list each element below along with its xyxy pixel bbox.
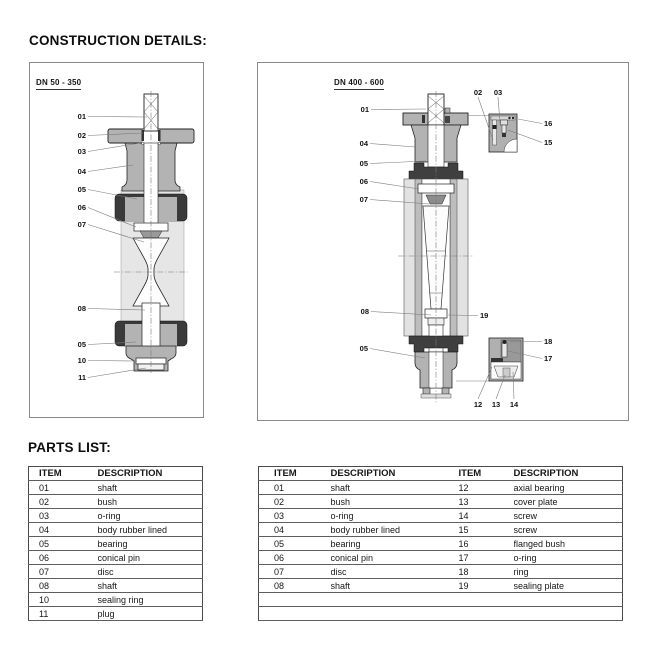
table-cell: screw — [514, 523, 623, 537]
table-cell: 13 — [459, 495, 514, 509]
callout-label-07: 07 — [77, 220, 86, 229]
table-cell — [514, 593, 623, 607]
screw-shank — [502, 125, 506, 133]
table-cell: 07 — [29, 565, 98, 579]
table-cell: 03 — [259, 509, 331, 523]
table-cell — [331, 593, 459, 607]
callout-label-05: 05 — [77, 340, 86, 349]
bottom-bolt-left — [423, 388, 430, 394]
table-cell: 12 — [459, 481, 514, 495]
table-cell: bush — [98, 495, 203, 509]
detail-inset-top-bearing — [489, 114, 517, 152]
table-cell: conical pin — [98, 551, 203, 565]
table-row — [29, 481, 203, 495]
callout-label-02: 02 — [77, 131, 86, 140]
callout-label-01: 01 — [77, 112, 86, 121]
table-cell: 15 — [459, 523, 514, 537]
table-cell: 19 — [459, 579, 514, 593]
table-cell: 10 — [29, 593, 98, 607]
callout-label-12: 12 — [473, 400, 483, 409]
table-cell: sealing ring — [98, 593, 203, 607]
table-cell: cover plate — [514, 495, 623, 509]
callout-label-06: 06 — [77, 203, 86, 212]
parts-table-dn50-350 — [28, 466, 203, 621]
column-header: DESCRIPTION — [98, 467, 203, 481]
parts-table-dn400-600 — [258, 466, 623, 621]
top-shaft — [428, 94, 444, 125]
diagram-box-dn50-350 — [29, 62, 204, 418]
bush-mark — [422, 115, 425, 123]
table-cell: disc — [331, 565, 459, 579]
table-cell: 14 — [459, 509, 514, 523]
table-cell: axial bearing — [514, 481, 623, 495]
table-row — [29, 509, 203, 523]
column-header: ITEM — [259, 467, 331, 481]
callout-label-01: 01 — [360, 105, 369, 114]
table-cell: 16 — [459, 537, 514, 551]
callout-label-10: 10 — [77, 356, 86, 365]
table-row — [259, 551, 623, 565]
leader-line-12 — [478, 367, 492, 399]
valve-cross-section-dn50-350 — [30, 63, 203, 417]
table-row — [259, 593, 623, 607]
leader-line-01 — [371, 109, 426, 110]
table-cell: 08 — [29, 579, 98, 593]
table-cell: screw — [514, 509, 623, 523]
callout-label-19: 19 — [480, 311, 489, 320]
parts-list-heading: PARTS LIST: — [28, 440, 111, 455]
column-header: DESCRIPTION — [514, 467, 623, 481]
table-cell: 01 — [259, 481, 331, 495]
flange-screw — [445, 108, 450, 113]
table-cell: bearing — [98, 537, 203, 551]
bush-left — [142, 130, 145, 141]
header-row — [29, 467, 203, 481]
callout-label-03: 03 — [493, 88, 503, 97]
table-row — [259, 495, 623, 509]
leader-line-11 — [88, 368, 146, 378]
table-cell: 01 — [29, 481, 98, 495]
table-row — [29, 551, 203, 565]
table-row — [259, 509, 623, 523]
callout-label-05: 05 — [77, 185, 86, 194]
table-cell: 04 — [259, 523, 331, 537]
bush-right — [158, 130, 161, 141]
callout-label-05: 05 — [359, 159, 368, 168]
table-cell: 07 — [259, 565, 331, 579]
table-cell — [514, 607, 623, 621]
table-cell: 17 — [459, 551, 514, 565]
inset-screw — [502, 343, 507, 357]
table-row — [29, 607, 203, 621]
table-cell — [459, 607, 514, 621]
table-row — [29, 495, 203, 509]
detail-inset-bottom-bearing — [489, 338, 523, 381]
table-cell: bearing — [331, 537, 459, 551]
callout-label-16: 16 — [544, 119, 553, 128]
tube-wall-left — [415, 179, 422, 336]
leader-line-04 — [88, 165, 133, 172]
table-cell: bush — [331, 495, 459, 509]
table-row — [259, 565, 623, 579]
callout-label-18: 18 — [544, 337, 553, 346]
dn400-range-label: DN 400 - 600 — [334, 78, 384, 90]
table-cell — [459, 593, 514, 607]
table-row — [259, 523, 623, 537]
table-cell: 06 — [259, 551, 331, 565]
table-cell: 05 — [259, 537, 331, 551]
leader-line-04 — [370, 144, 415, 148]
callout-label-08: 08 — [360, 307, 369, 316]
table-cell: o-ring — [514, 551, 623, 565]
table-cell: shaft — [331, 481, 459, 495]
table-cell: shaft — [98, 481, 203, 495]
column-header: ITEM — [29, 467, 98, 481]
callout-label-05: 05 — [359, 344, 368, 353]
table-row — [259, 481, 623, 495]
table-row — [259, 607, 623, 621]
table-cell: body rubber lined — [331, 523, 459, 537]
leader-line-16 — [518, 119, 542, 124]
table-cell: shaft — [98, 579, 203, 593]
table-cell: sealing plate — [514, 579, 623, 593]
table-cell: 02 — [259, 495, 331, 509]
diagram-box-dn400-600 — [257, 62, 629, 421]
dn50-range-label: DN 50 - 350 — [36, 78, 81, 90]
table-cell: 18 — [459, 565, 514, 579]
callout-label-13: 13 — [491, 400, 501, 409]
table-cell — [259, 593, 331, 607]
callout-label-02: 02 — [473, 88, 483, 97]
table-row — [29, 593, 203, 607]
table-row — [29, 579, 203, 593]
table-cell: 11 — [29, 607, 98, 621]
callout-label-11: 11 — [78, 373, 86, 382]
table-cell: 08 — [259, 579, 331, 593]
screw-head — [501, 120, 508, 125]
column-header: DESCRIPTION — [331, 467, 459, 481]
column-header: ITEM — [459, 467, 514, 481]
table-cell: 06 — [29, 551, 98, 565]
cover-screw — [503, 368, 510, 377]
callout-label-06: 06 — [359, 177, 368, 186]
table-cell: body rubber lined — [98, 523, 203, 537]
table-row — [29, 523, 203, 537]
table-cell: o-ring — [98, 509, 203, 523]
callout-label-08: 08 — [77, 304, 86, 313]
table-cell: 04 — [29, 523, 98, 537]
table-row — [29, 565, 203, 579]
callout-label-15: 15 — [544, 138, 553, 147]
table-row — [29, 537, 203, 551]
table-cell — [331, 607, 459, 621]
callout-label-14: 14 — [509, 400, 519, 409]
table-row — [259, 579, 623, 593]
ring — [503, 340, 507, 344]
leader-line-10 — [88, 361, 137, 362]
flange-screw-shank — [445, 116, 450, 123]
callout-label-03: 03 — [77, 147, 86, 156]
table-cell: plug — [98, 607, 203, 621]
callout-label-04: 04 — [359, 139, 368, 148]
table-cell: disc — [98, 565, 203, 579]
bottom-bolt-right — [442, 388, 449, 394]
screw-tip — [502, 133, 506, 137]
table-cell: ring — [514, 565, 623, 579]
table-cell: 05 — [29, 537, 98, 551]
callout-label-07: 07 — [359, 195, 368, 204]
tube-wall-right — [450, 179, 457, 336]
callout-label-04: 04 — [77, 167, 86, 176]
table-cell: o-ring — [331, 509, 459, 523]
table-cell: flanged bush — [514, 537, 623, 551]
table-cell: 03 — [29, 509, 98, 523]
callout-label-17: 17 — [544, 354, 553, 363]
table-cell: conical pin — [331, 551, 459, 565]
table-cell: shaft — [331, 579, 459, 593]
construction-details-heading: CONSTRUCTION DETAILS: — [29, 33, 207, 48]
table-cell — [259, 607, 331, 621]
table-row — [259, 537, 623, 551]
header-row — [259, 467, 623, 481]
valve-cross-section-dn400-600 — [258, 63, 628, 420]
table-cell: 02 — [29, 495, 98, 509]
leader-line-01 — [88, 117, 147, 118]
